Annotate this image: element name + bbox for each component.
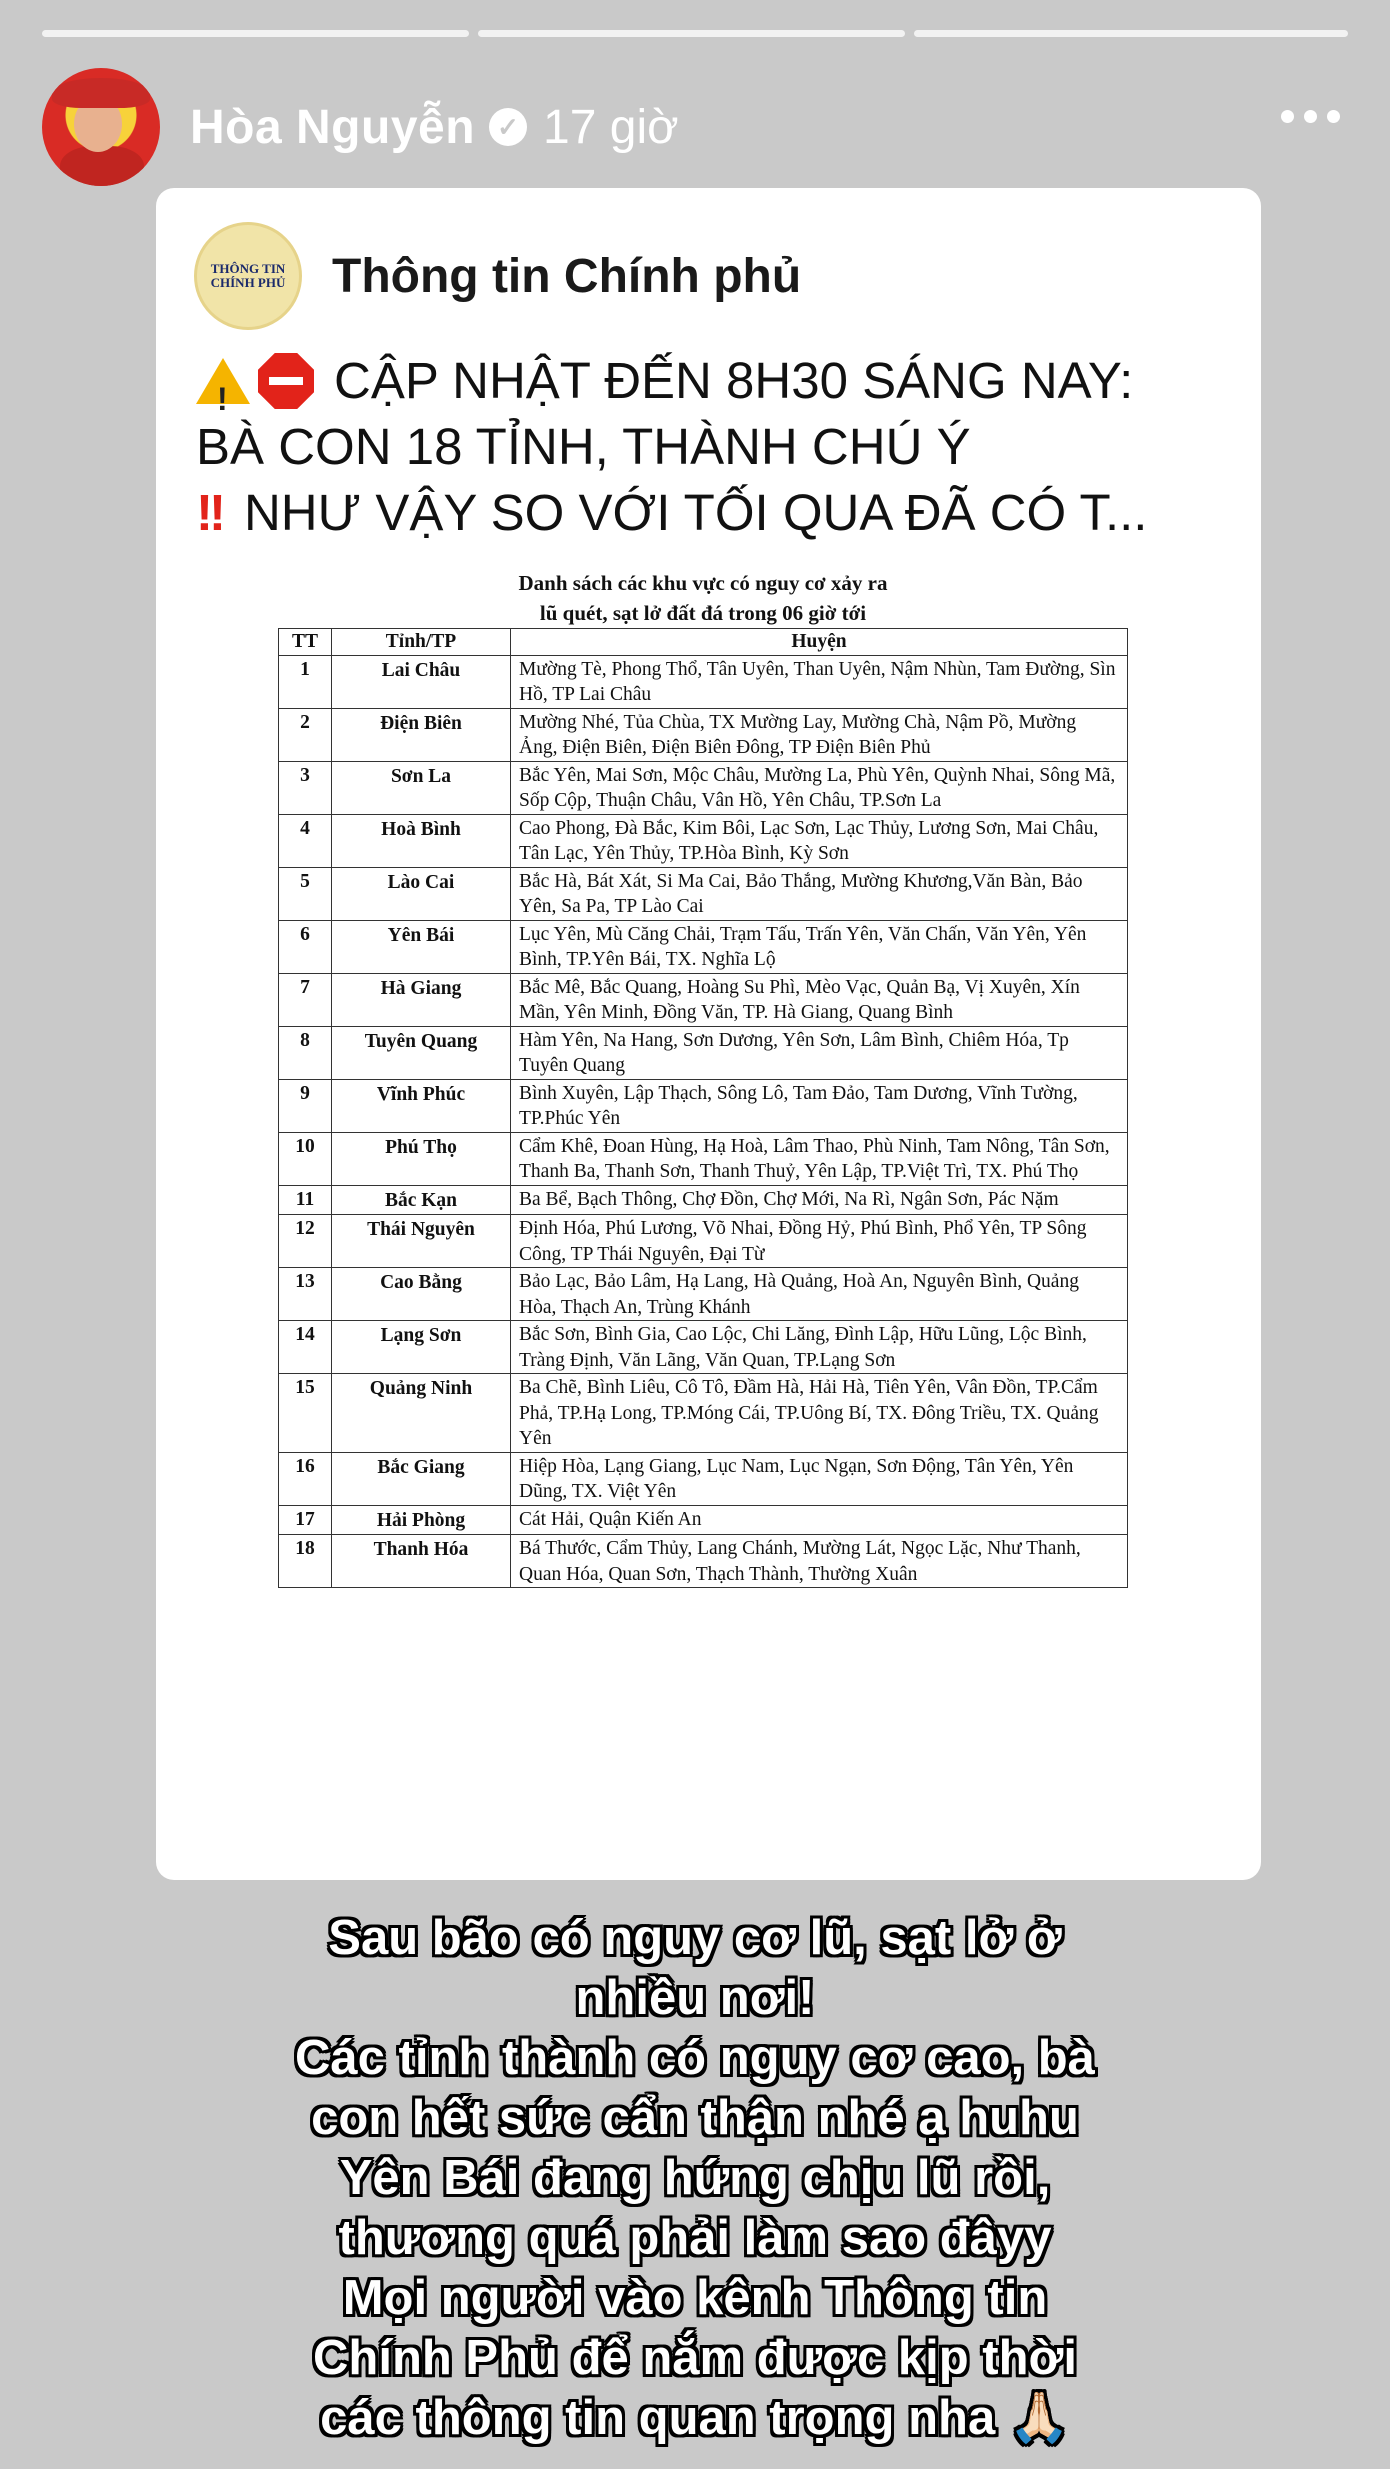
province-name: Bắc Kạn [332, 1185, 511, 1215]
district-list: Định Hóa, Phú Lương, Võ Nhai, Đồng Hỷ, Phú Bình, Phổ Yên, TP Sông Công, TP Thái Nguyên, Đại Từ [511, 1215, 1128, 1268]
province-name: Lai Châu [332, 655, 511, 708]
district-list: Bắc Hà, Bát Xát, Si Ma Cai, Bảo Thắng, Mường Khương,Văn Bàn, Bảo Yên, Sa Pa, TP Lào Cai [511, 867, 1128, 920]
warning-icon [196, 358, 250, 404]
row-number: 10 [279, 1132, 332, 1185]
row-number: 17 [279, 1505, 332, 1535]
district-list: Ba Chẽ, Bình Liêu, Cô Tô, Đầm Hà, Hải Hà, Tiên Yên, Vân Đồn, TP.Cẩm Phả, TP.Hạ Long, TP.Móng Cái, TP.Uông Bí, TX. Đông Triều, TX. Quảng Yên [511, 1374, 1128, 1453]
avatar[interactable] [42, 68, 160, 186]
document-image [278, 560, 1128, 1588]
province-name: Hoà Bình [332, 814, 511, 867]
headline-line: CẬP NHẬT ĐẾN 8H30 SÁNG NAY: [334, 352, 1134, 409]
district-list: Bá Thước, Cẩm Thủy, Lang Chánh, Mường Lát, Ngọc Lặc, Như Thanh, Quan Hóa, Quan Sơn, Thạch Thành, Thường Xuân [511, 1535, 1128, 1588]
table-row [279, 1321, 1128, 1374]
row-number: 2 [279, 708, 332, 761]
caption-line: nhiều nơi! [575, 1971, 815, 2025]
document-title: Danh sách các khu vực có nguy cơ xảy ra [518, 571, 888, 595]
table-row [279, 1452, 1128, 1505]
province-name: Vĩnh Phúc [332, 1079, 511, 1132]
headline-line: NHƯ VẬY SO VỚI TỐI QUA ĐÃ CÓ T... [243, 484, 1148, 541]
district-list: Lục Yên, Mù Căng Chải, Trạm Tấu, Trấn Yên, Văn Chấn, Văn Yên, Yên Bình, TP.Yên Bái, TX. Nghĩa Lộ [511, 920, 1128, 973]
double-exclamation-icon: !! [196, 484, 222, 541]
table-row [279, 1215, 1128, 1268]
brand-logo-text: THÔNG TIN [210, 260, 286, 276]
row-number: 12 [279, 1215, 332, 1268]
row-number: 5 [279, 867, 332, 920]
post-headline [196, 348, 1231, 546]
district-list: Mường Tè, Phong Thổ, Tân Uyên, Than Uyên, Nậm Nhùn, Tam Đường, Sìn Hồ, TP Lai Châu [511, 655, 1128, 708]
table-row [279, 1185, 1128, 1215]
row-number: 8 [279, 1026, 332, 1079]
progress-segment [478, 30, 905, 37]
post-time: 17 giờ [543, 100, 679, 154]
row-number: 9 [279, 1079, 332, 1132]
district-list: Bắc Mê, Bắc Quang, Hoàng Su Phì, Mèo Vạc, Quản Bạ, Vị Xuyên, Xín Mần, Yên Minh, Đồng Văn, TP. Hà Giang, Quang Bình [511, 973, 1128, 1026]
table-row [279, 814, 1128, 867]
brand-logo-text: CHÍNH PHỦ [210, 275, 286, 290]
table-row [279, 761, 1128, 814]
province-name: Phú Thọ [332, 1132, 511, 1185]
province-name: Cao Bằng [332, 1268, 511, 1321]
stop-sign-icon [258, 353, 314, 409]
table-row [279, 1268, 1128, 1321]
verified-badge-icon: ✓ [489, 108, 527, 146]
row-number: 3 [279, 761, 332, 814]
province-name: Điện Biên [332, 708, 511, 761]
progress-segment [42, 30, 469, 37]
username[interactable]: Hòa Nguyễn [190, 100, 476, 154]
district-list: Cát Hải, Quận Kiến An [511, 1505, 1128, 1535]
document-title: lũ quét, sạt lở đất đá trong 06 giờ tới [539, 601, 867, 625]
table-row [279, 1374, 1128, 1453]
district-list: Hiệp Hòa, Lạng Giang, Lục Nam, Lục Ngạn, Sơn Động, Tân Yên, Yên Dũng, TX. Việt Yên [511, 1452, 1128, 1505]
caption-line: con hết sức cẩn thận nhé ạ huhu [311, 2091, 1079, 2145]
row-number: 15 [279, 1374, 332, 1453]
story-header [42, 64, 1348, 190]
table-row [279, 1026, 1128, 1079]
province-name: Tuyên Quang [332, 1026, 511, 1079]
row-number: 11 [279, 1185, 332, 1215]
table-row [279, 1535, 1128, 1588]
district-list: Bảo Lạc, Bảo Lâm, Hạ Lang, Hà Quảng, Hoà An, Nguyên Bình, Quảng Hòa, Thạch An, Trùng Khánh [511, 1268, 1128, 1321]
brand-logo [194, 222, 302, 330]
headline-line: BÀ CON 18 TỈNH, THÀNH CHÚ Ý [196, 418, 971, 475]
district-list: Cẩm Khê, Đoan Hùng, Hạ Hoà, Lâm Thao, Phù Ninh, Tam Nông, Tân Sơn, Thanh Ba, Thanh Sơn, Thanh Thuỷ, Yên Lập, TP.Việt Trì, TX. Phú Thọ [511, 1132, 1128, 1185]
progress-segment [914, 30, 1348, 37]
table-row [279, 1505, 1128, 1535]
caption-line: Mọi người vào kênh Thông tin [342, 2271, 1048, 2325]
table-row [279, 920, 1128, 973]
caption-line: các thông tin quan trọng nha 🙏🏻 [320, 2391, 1070, 2445]
province-name: Hải Phòng [332, 1505, 511, 1535]
caption-line: Chính Phủ để nắm được kịp thời [313, 2331, 1077, 2385]
caption-line: Yên Bái đang hứng chịu lũ rồi, [339, 2151, 1051, 2205]
row-number: 18 [279, 1535, 332, 1588]
district-list: Ba Bể, Bạch Thông, Chợ Đồn, Chợ Mới, Na Rì, Ngân Sơn, Pác Nặm [511, 1185, 1128, 1215]
province-name: Thanh Hóa [332, 1535, 511, 1588]
story-progress-bar [42, 30, 1348, 37]
table-row [279, 1132, 1128, 1185]
province-name: Lạng Sơn [332, 1321, 511, 1374]
regions-table [278, 628, 1128, 1588]
post-brand [194, 222, 801, 330]
province-name: Thái Nguyên [332, 1215, 511, 1268]
table-header: TT [279, 629, 332, 656]
table-row [279, 655, 1128, 708]
table-row [279, 708, 1128, 761]
caption-line: Sau bão có nguy cơ lũ, sạt lở ở [328, 1911, 1062, 1965]
row-number: 7 [279, 973, 332, 1026]
caption-line: Các tỉnh thành có nguy cơ cao, bà [295, 2031, 1095, 2085]
row-number: 4 [279, 814, 332, 867]
more-options-icon[interactable] [1281, 110, 1340, 123]
story-caption [0, 1908, 1390, 2448]
district-list: Cao Phong, Đà Bắc, Kim Bôi, Lạc Sơn, Lạc Thủy, Lương Sơn, Mai Châu, Tân Lạc, Yên Thủy, TP.Hòa Bình, Kỳ Sơn [511, 814, 1128, 867]
row-number: 14 [279, 1321, 332, 1374]
caption-line: thương quá phải làm sao đâyy [338, 2211, 1052, 2265]
district-list: Bắc Sơn, Bình Gia, Cao Lộc, Chi Lăng, Đình Lập, Hữu Lũng, Lộc Bình, Tràng Định, Văn Lãng, Văn Quan, TP.Lạng Sơn [511, 1321, 1128, 1374]
province-name: Hà Giang [332, 973, 511, 1026]
table-row [279, 973, 1128, 1026]
shared-post-card[interactable] [156, 188, 1261, 1880]
province-name: Bắc Giang [332, 1452, 511, 1505]
province-name: Quảng Ninh [332, 1374, 511, 1453]
row-number: 1 [279, 655, 332, 708]
table-header: Tỉnh/TP [332, 629, 511, 656]
row-number: 13 [279, 1268, 332, 1321]
brand-name: Thông tin Chính phủ [332, 249, 802, 303]
row-number: 16 [279, 1452, 332, 1505]
province-name: Lào Cai [332, 867, 511, 920]
table-row [279, 1079, 1128, 1132]
district-list: Bình Xuyên, Lập Thạch, Sông Lô, Tam Đảo, Tam Dương, Vĩnh Tường, TP.Phúc Yên [511, 1079, 1128, 1132]
table-row [279, 867, 1128, 920]
row-number: 6 [279, 920, 332, 973]
district-list: Mường Nhé, Tủa Chùa, TX Mường Lay, Mường Chà, Nậm Pồ, Mường Ảng, Điện Biên, Điện Biên Đông, TP Điện Biên Phủ [511, 708, 1128, 761]
district-list: Hàm Yên, Na Hang, Sơn Dương, Yên Sơn, Lâm Bình, Chiêm Hóa, Tp Tuyên Quang [511, 1026, 1128, 1079]
district-list: Bắc Yên, Mai Sơn, Mộc Châu, Mường La, Phù Yên, Quỳnh Nhai, Sông Mã, Sốp Cộp, Thuận Châu, Vân Hồ, Yên Châu, TP.Sơn La [511, 761, 1128, 814]
province-name: Sơn La [332, 761, 511, 814]
province-name: Yên Bái [332, 920, 511, 973]
table-header: Huyện [511, 629, 1128, 656]
